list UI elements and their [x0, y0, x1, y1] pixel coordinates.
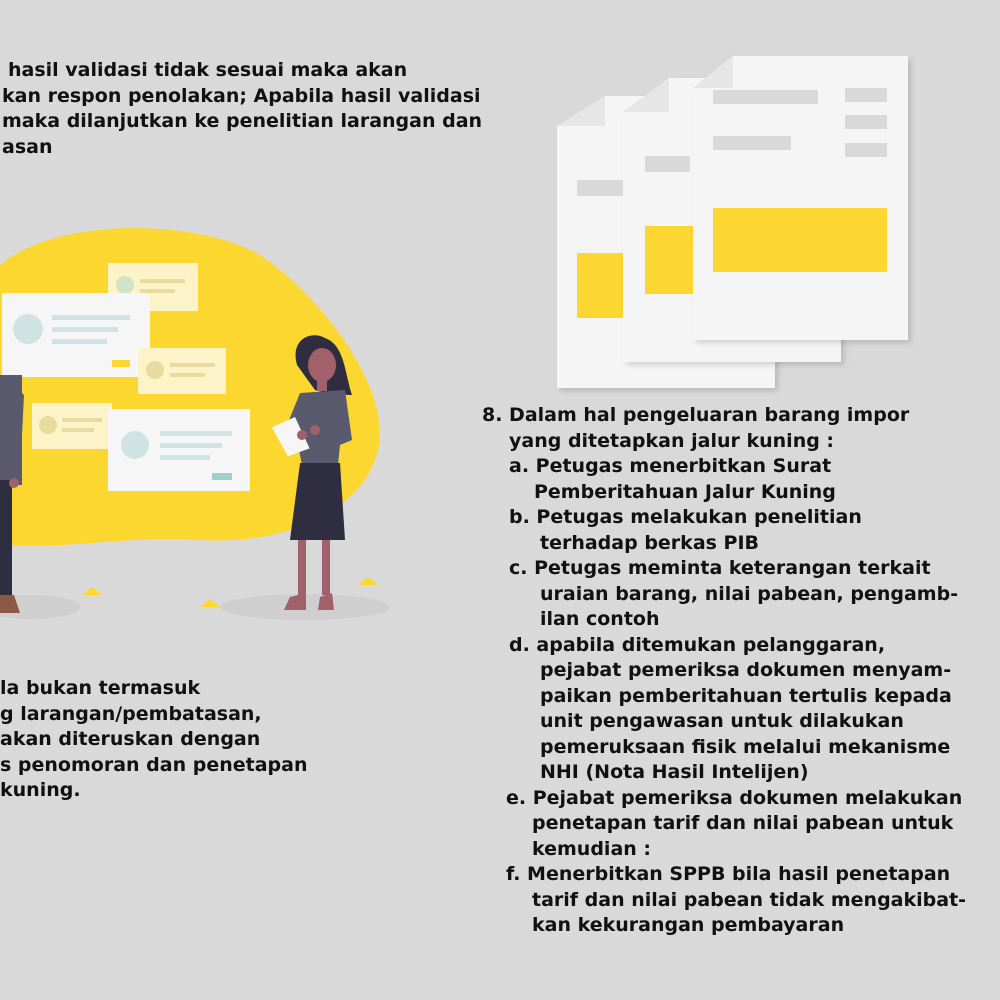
- item8-list-item-e-cont: kemudian :: [532, 837, 652, 860]
- item8-list-item-f-cont: kan kekurangan pembayaran: [532, 914, 845, 936]
- item8-list-item-c-cont: uraian barang, nilai pabean, pengamb-: [540, 582, 959, 605]
- bottom-paragraph-line: s penomoran dan penetapan: [0, 753, 308, 776]
- item8-heading-cont: yang ditetapkan jalur kuning :: [509, 429, 835, 452]
- item8-list-item-d-cont: unit pengawasan untuk dilakukan: [540, 710, 904, 732]
- item8-list-item-b: b. Petugas melakukan penelitian: [509, 506, 862, 528]
- item8-list-item-f: f. Menerbitkan SPPB bila hasil penetapan: [506, 863, 951, 885]
- people-with-cards-illustration: [0, 225, 400, 625]
- item8-list-item-c-cont: ilan contoh: [540, 608, 660, 630]
- top-paragraph-line: asan: [2, 135, 53, 158]
- item8-list-item-d-cont: paikan pemberitahuan tertulis kepada: [540, 684, 952, 707]
- top-paragraph: [0, 58, 482, 160]
- item8-list-item-f-cont: tarif dan nilai pabean tidak mengakibat-: [532, 888, 967, 911]
- item8-list-item-d-cont: NHI (Nota Hasil Intelijen): [540, 761, 809, 783]
- item8-list-item-b-cont: terhadap berkas PIB: [540, 531, 760, 554]
- bottom-paragraph-line: la bukan termasuk: [0, 677, 201, 699]
- bottom-paragraph: [0, 676, 308, 804]
- item8-list-item-d-cont: pejabat pemeriksa dokumen menyam-: [540, 659, 952, 681]
- item8-list-item-d-cont: pemeruksaan fisik melalui mekanisme: [540, 735, 951, 758]
- item8-list-item-a-cont: Pemberitahuan Jalur Kuning: [534, 480, 836, 503]
- item8-list-item-c: c. Petugas meminta keterangan terkait: [509, 557, 931, 579]
- bottom-paragraph-line: kuning.: [0, 779, 81, 801]
- item8-list-item-a: a. Petugas menerbitkan Surat: [509, 455, 832, 477]
- top-paragraph-line: hasil validasi tidak sesuai maka akan: [8, 59, 408, 81]
- bottom-paragraph-line: g larangan/pembatasan,: [0, 702, 262, 725]
- item8-list-item-e-cont: penetapan tarif dan nilai pabean untuk: [532, 812, 954, 834]
- item8-list-item-d: d. apabila ditemukan pelanggaran,: [509, 633, 886, 656]
- top-paragraph-line: maka dilanjutkan ke penelitian larangan dan: [2, 110, 483, 132]
- documents-stack-icon: [545, 48, 925, 398]
- item8-heading: 8. Dalam hal pengeluaran barang impor: [482, 404, 910, 426]
- top-paragraph-line: kan respon penolakan; Apabila hasil validasi: [2, 84, 481, 107]
- bottom-paragraph-line: akan diteruskan dengan: [0, 728, 261, 750]
- item8-list-item-e: e. Pejabat pemeriksa dokumen melakukan: [506, 786, 963, 809]
